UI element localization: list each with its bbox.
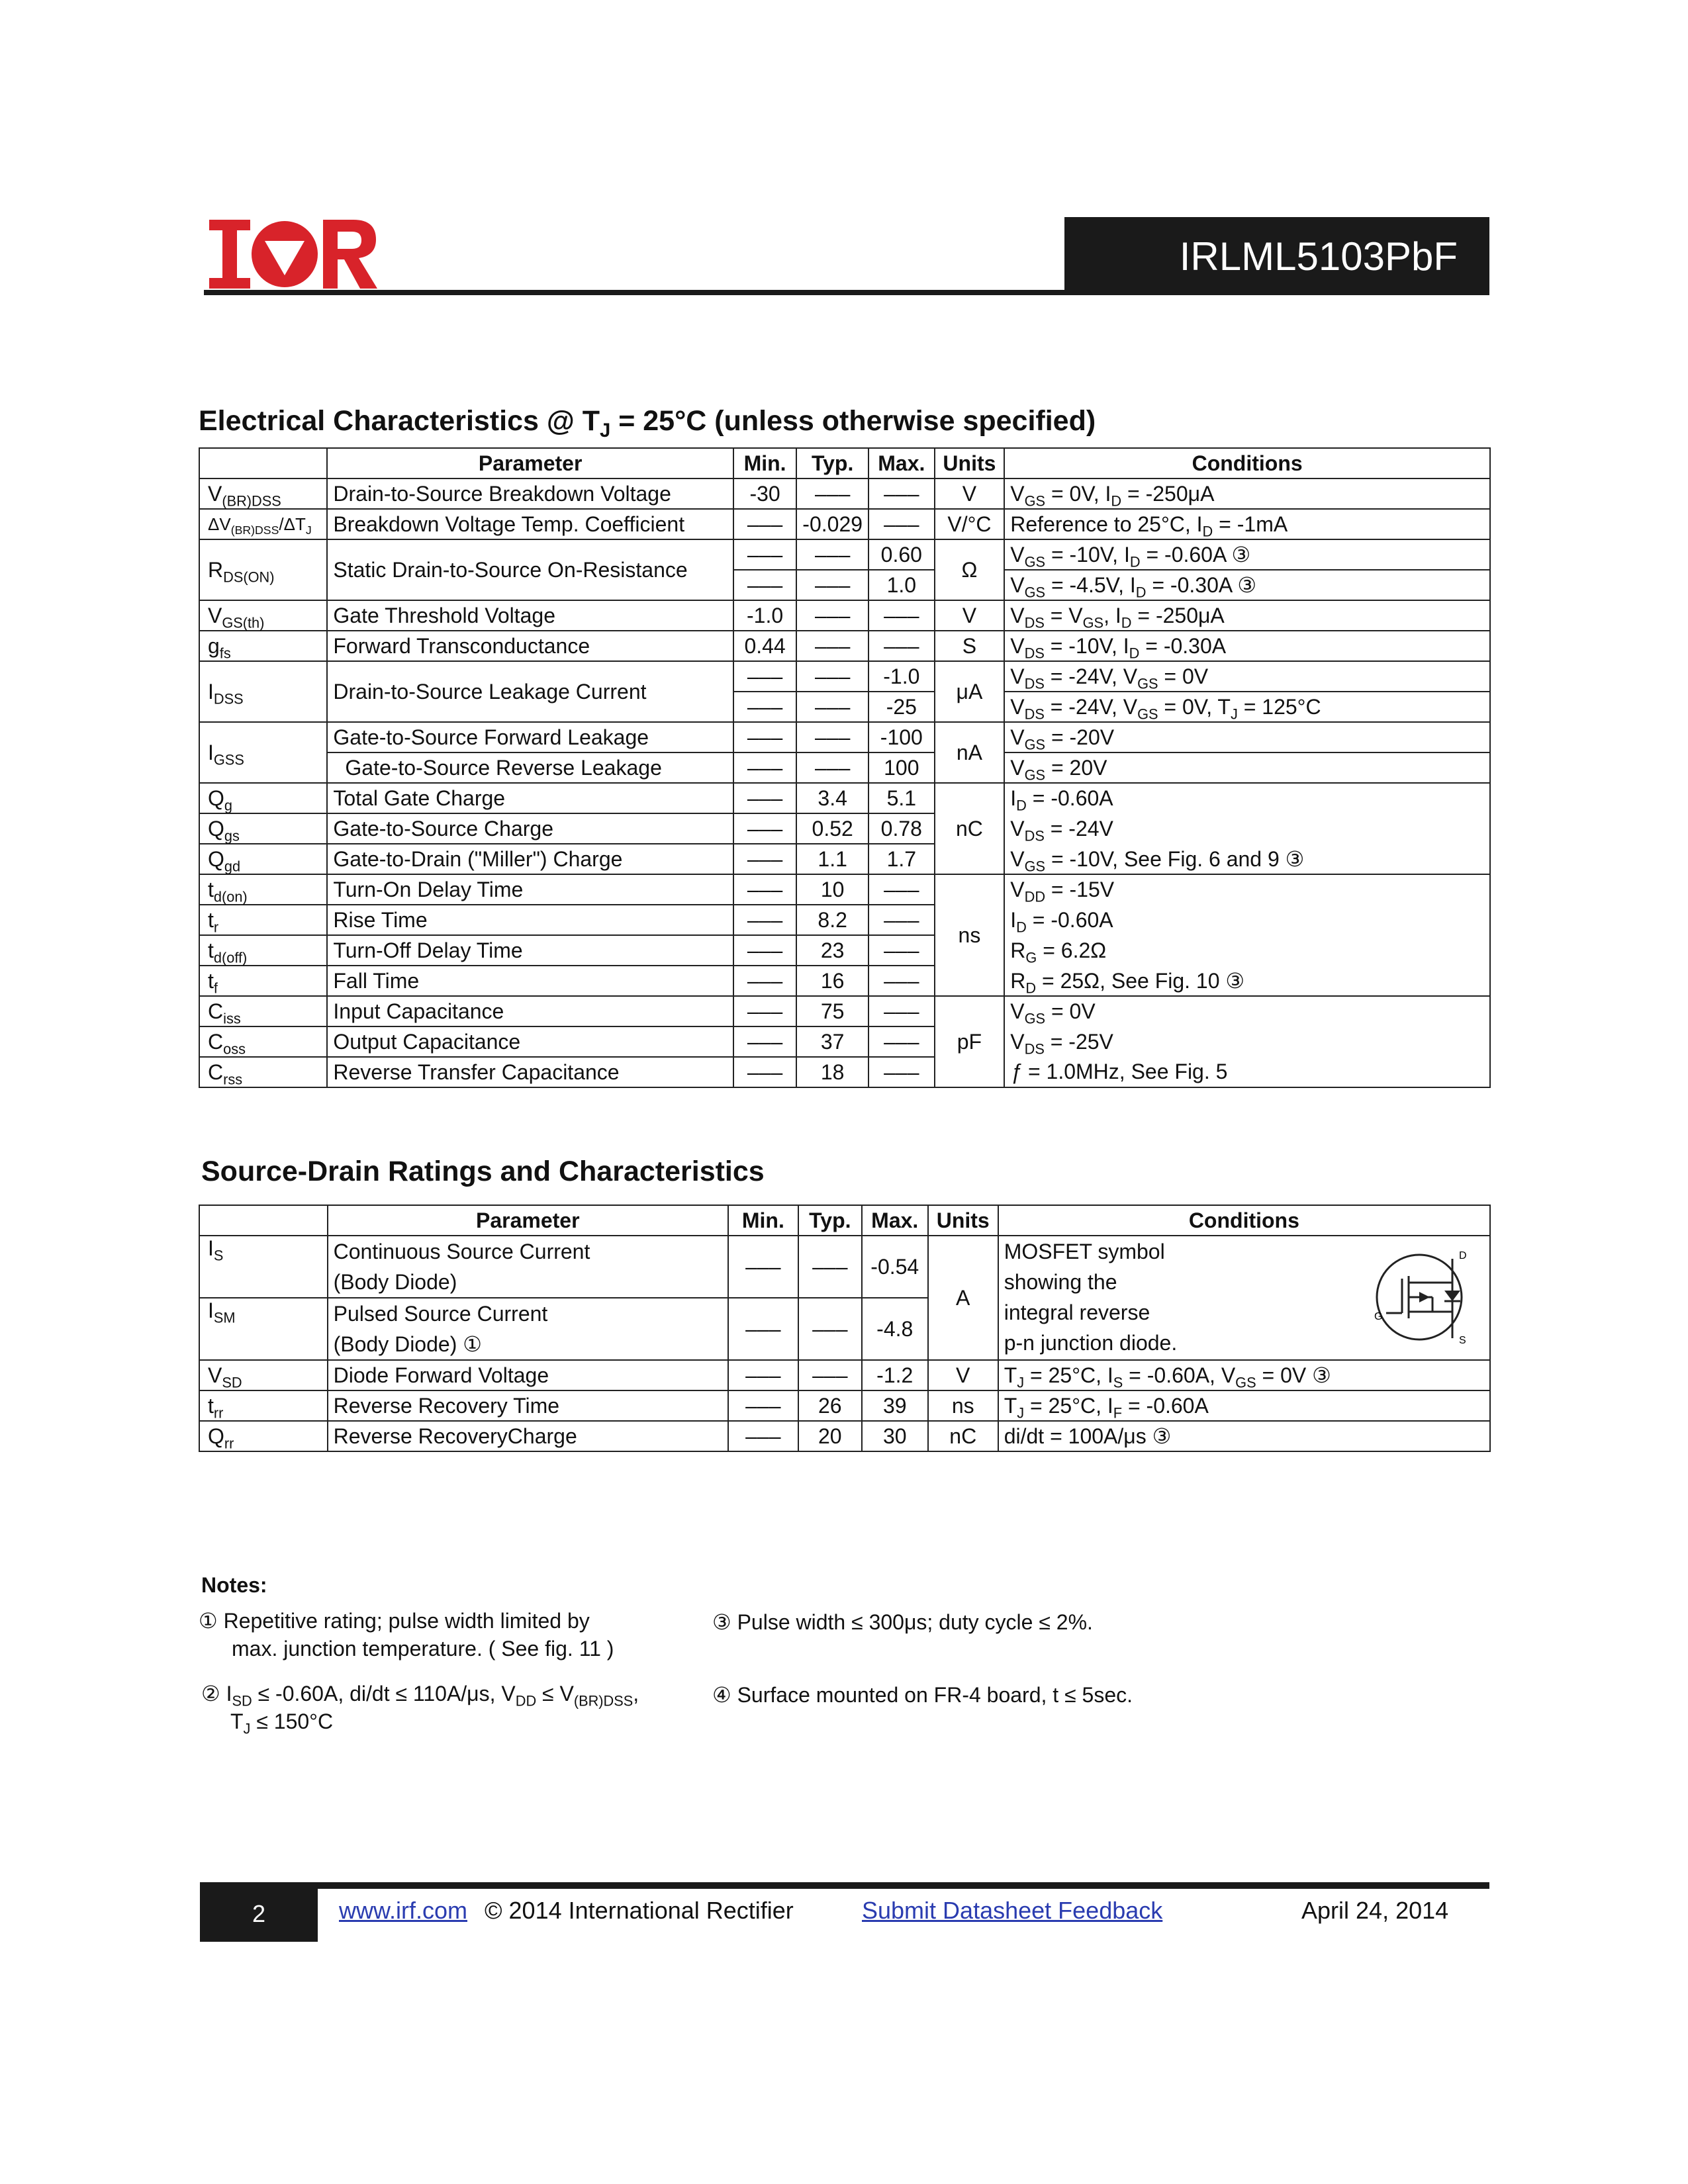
irf-link[interactable]: www.irf.com xyxy=(339,1897,468,1924)
note-4: ④ Surface mounted on FR-4 board, t ≤ 5sec. xyxy=(712,1683,1133,1707)
footer-date: April 24, 2014 xyxy=(1301,1897,1449,1924)
table-row: $V_{SD}$ Diode Forward Voltage ––– ––– -1.2 V $T_J = 25^\circ C$, $I_S = -0.60A$, $V_{GS} = 0V$ ③ xyxy=(199,1360,1490,1390)
table-row: $t_f$ Fall Time ––– 16 ––– $R_D = 25\Omega$, See Fig. 10 ③ xyxy=(199,966,1490,996)
datasheet-feedback-link[interactable]: Submit Datasheet Feedback xyxy=(862,1897,1163,1924)
table-row: $C_{oss}$ Output Capacitance ––– 37 ––– $V_{DS} = -25V$ xyxy=(199,1026,1490,1057)
table-row: ––– ––– -25 $V_{DS} = -24V$, $V_{GS} = 0V$, $T_J = 125^\circ C$ xyxy=(199,692,1490,722)
note-3: ③ Pulse width ≤ 300μs; duty cycle ≤ 2%. xyxy=(712,1610,1093,1634)
table-row: $g_{fs}$ Forward Transconductance 0.44 ––– ––– S $V_{DS} = -10V$, $I_D = -0.30A$ xyxy=(199,631,1490,661)
table-row: $C_{rss}$ Reverse Transfer Capacitance ––– 18 ––– ƒ = 1.0MHz, See Fig. 5 xyxy=(199,1057,1490,1087)
table-row: $t_{rr}$ Reverse Recovery Time ––– 26 39 ns $T_J = 25^\circ C$, $I_F = -0.60A$ xyxy=(199,1390,1490,1421)
table-row: $V_{(BR)DSS}$ Drain-to-Source Breakdown Voltage -30 ––– ––– V $V_{GS} = 0V$, $I_D = -250\mu A$ xyxy=(199,478,1490,509)
notes-title: Notes: xyxy=(201,1573,267,1597)
table-row: $Q_{rr}$ Reverse RecoveryCharge ––– 20 30 nC di/dt = 100A/μs ③ xyxy=(199,1421,1490,1451)
footer-rule xyxy=(200,1882,1489,1889)
table-header: Parameter Min. Typ. Max. Units Conditions xyxy=(199,448,1490,478)
table-row: $Q_{gd}$ Gate-to-Drain ("Miller") Charge ––– 1.1 1.7 $V_{GS} = -10V$, See Fig. 6 and 9 ③ xyxy=(199,844,1490,874)
source-drain-title: Source-Drain Ratings and Characteristics xyxy=(201,1156,765,1187)
svg-text:G: G xyxy=(1374,1311,1383,1322)
table-row: $t_{d(off)}$ Turn-Off Delay Time ––– 23 ––– $R_G = 6.2\Omega$ xyxy=(199,935,1490,966)
copyright: © 2014 International Rectifier xyxy=(485,1897,794,1924)
ir-logo xyxy=(207,216,379,293)
table-row: $Q_{gs}$ Gate-to-Source Charge ––– 0.52 0.78 $V_{DS} = -24V$ xyxy=(199,813,1490,844)
table-row: $Q_g$ Total Gate Charge ––– 3.4 5.1 nC $I_D = -0.60A$ xyxy=(199,783,1490,813)
source-drain-table xyxy=(199,1205,1491,1452)
note-1: ① Repetitive rating; pulse width limited by max. junction temperature. ( See fig. 11 ) xyxy=(199,1609,614,1661)
part-number: IRLML5103PbF xyxy=(1064,217,1489,295)
table-row: $t_{d(on)}$ Turn-On Delay Time ––– 10 ––– ns $V_{DD} = -15V$ xyxy=(199,874,1490,905)
mosfet-symbol-icon xyxy=(1373,1246,1472,1345)
table-row: $\Delta V_{(BR)DSS}/\Delta T_J$ Breakdown Voltage Temp. Coefficient ––– -0.029 ––– V/°C Reference to 25°C, $I_D = -1mA$ xyxy=(199,509,1490,539)
table-row: Gate-to-Source Reverse Leakage ––– ––– 100 $V_{GS} = 20V$ xyxy=(199,752,1490,783)
note-2: ② $I_{SD} \le -0.60A$, di/dt ≤ 110A/μs, $V_{DD} \le V_{(BR)DSS}$, $T_J \le 150^\circ C$ xyxy=(201,1682,639,1737)
table-row: $V_{GS(th)}$ Gate Threshold Voltage -1.0 ––– ––– V $V_{DS} = V_{GS}$, $I_D = -250\mu A$ xyxy=(199,600,1490,631)
table-row: $I_S$ Continuous Source Current (Body Diode) ––– ––– -0.54 A MOSFET symbol showing the integral reverse p-n junction diode. D G S xyxy=(199,1236,1490,1298)
electrical-table xyxy=(199,447,1491,1088)
page-number: 2 xyxy=(200,1886,318,1942)
electrical-title: Electrical Characteristics @ $T_J = 25^\circ C$ (unless otherwise specified) xyxy=(199,405,1096,442)
svg-text:S: S xyxy=(1459,1335,1466,1345)
table-row: $R_{DS(ON)}$ Static Drain-to-Source On-Resistance ––– ––– 0.60 Ω $V_{GS} = -10V$, $I_D = -0.60A$ ③ xyxy=(199,539,1490,570)
table-row: ––– ––– 1.0 $V_{GS} = -4.5V$, $I_D = -0.30A$ ③ xyxy=(199,570,1490,600)
table-header: Parameter Min. Typ. Max. Units Conditions xyxy=(199,1205,1490,1236)
table-row: $I_{DSS}$ Drain-to-Source Leakage Current ––– ––– -1.0 μA $V_{DS} = -24V$, $V_{GS} = 0V$ xyxy=(199,661,1490,692)
mosfet-symbol-cell: MOSFET symbol showing the integral reverse p-n junction diode. D G S xyxy=(998,1236,1490,1360)
table-row: $I_{SM}$ Pulsed Source Current (Body Diode) ① ––– ––– -4.8 xyxy=(199,1298,1490,1360)
table-row: $C_{iss}$ Input Capacitance ––– 75 ––– pF $V_{GS} = 0V$ xyxy=(199,996,1490,1026)
table-row: $t_r$ Rise Time ––– 8.2 ––– $I_D = -0.60A$ xyxy=(199,905,1490,935)
svg-text:D: D xyxy=(1459,1250,1467,1261)
table-row: $I_{GSS}$ Gate-to-Source Forward Leakage ––– ––– -100 nA $V_{GS} = -20V$ xyxy=(199,722,1490,752)
header-rule xyxy=(204,290,1064,295)
